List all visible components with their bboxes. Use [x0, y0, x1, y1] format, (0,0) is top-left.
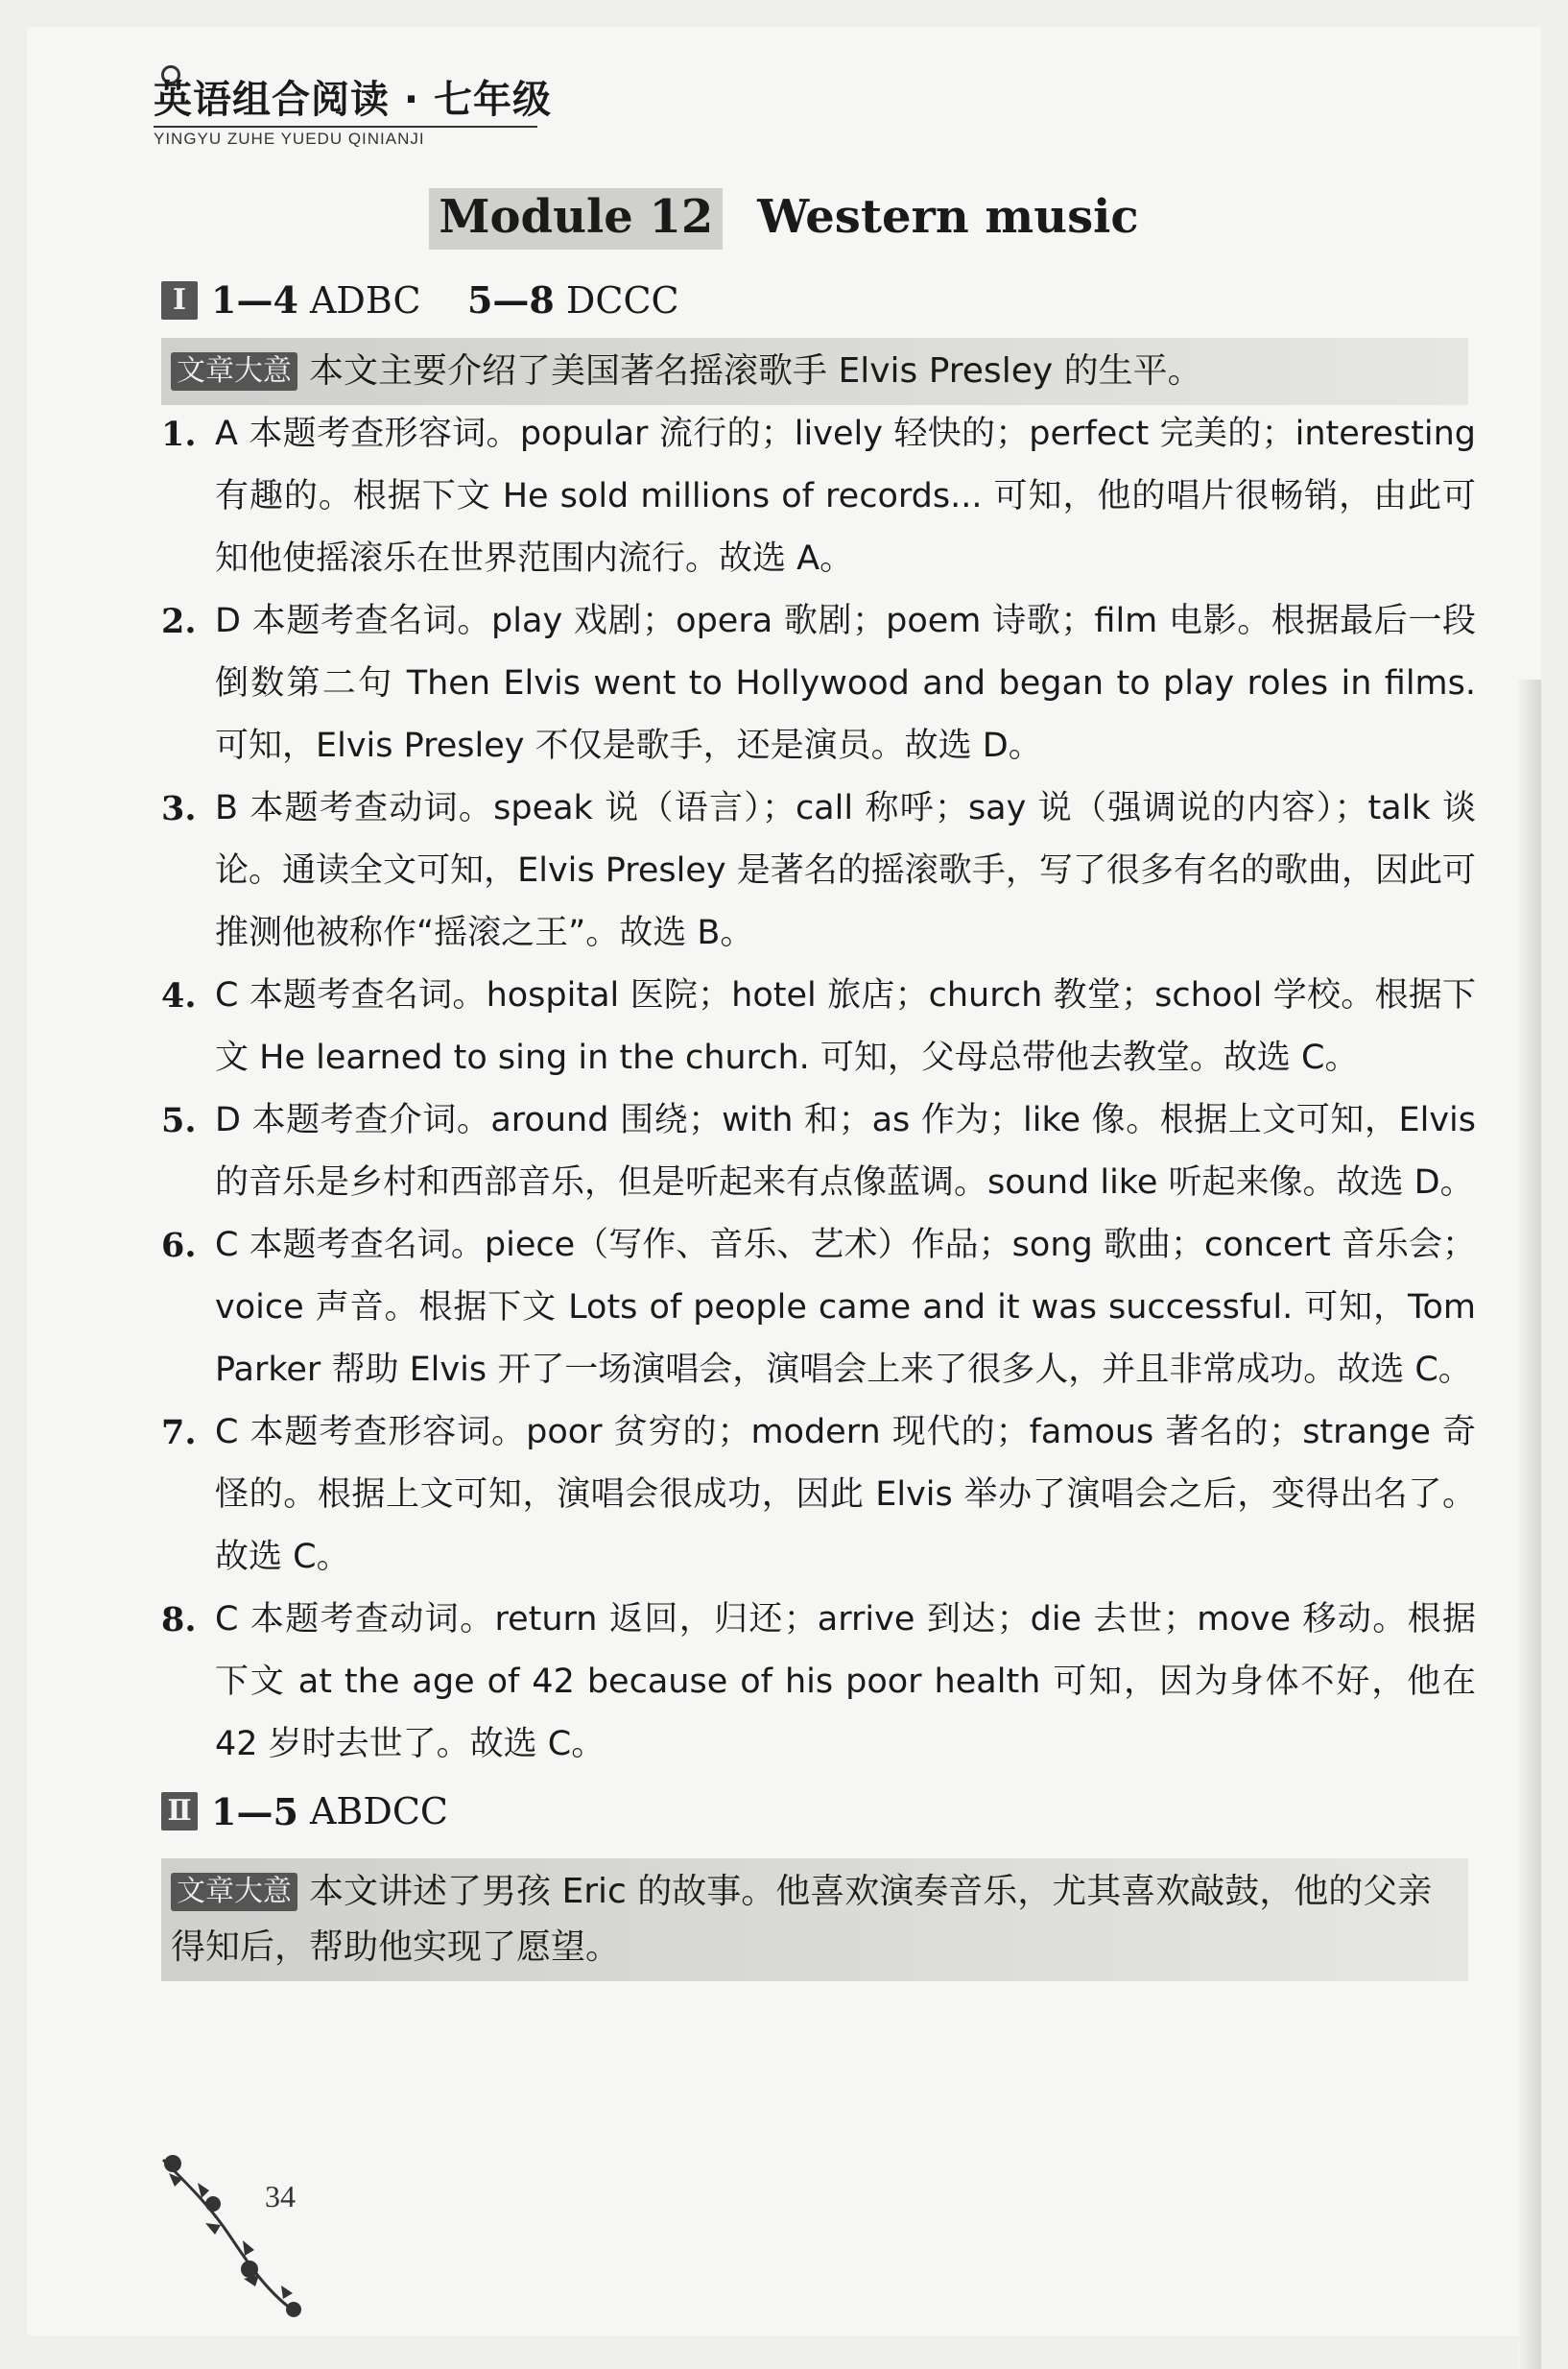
item-text: C 本题考查动词。return 返回，归还；arrive 到达；die 去世；move 移动。根据下文 at the age of 42 because of his poor health 可知，因为身体不好，他在 42 岁时去世了。故选 C。	[215, 1600, 1476, 1763]
section-1-numeral: Ⅰ	[161, 281, 198, 320]
section-1-summary	[161, 338, 1468, 405]
range-label: 1—4	[211, 278, 298, 322]
module-topic: Western music	[757, 190, 1139, 244]
section-1-answers	[161, 278, 679, 322]
list-item	[161, 778, 1476, 965]
answer-key: DCCC	[565, 278, 679, 322]
list-item	[161, 1401, 1476, 1589]
item-number: 8.	[161, 1600, 197, 1639]
header-rule	[154, 126, 537, 128]
item-text: D 本题考查介词。around 围绕；with 和；as 作为；like 像。根据上文可知，Elvis 的音乐是乡村和西部音乐，但是听起来有点像蓝调。sound like 听起来像。故选 D。	[215, 1101, 1476, 1202]
item-number: 5.	[161, 1101, 197, 1140]
item-number: 1.	[161, 415, 197, 454]
item-text: A 本题考查形容词。popular 流行的；lively 轻快的；perfect 完美的；interesting 有趣的。根据下文 He sold millions of records... 可知，他的唱片很畅销，由此可知他使摇滚乐在世界范围内流行。故选 A。	[215, 415, 1476, 578]
section-2-summary	[161, 1858, 1468, 1981]
page-edge-shadow	[1518, 680, 1541, 2369]
summary-text: 本文讲述了男孩 Eric 的故事。他喜欢演奏音乐，尤其喜欢敲鼓，他的父亲得知后，帮助他实现了愿望。	[171, 1872, 1433, 1967]
module-label: Module 12	[429, 188, 723, 250]
list-item	[161, 1214, 1476, 1401]
answer-explanations	[161, 403, 1476, 1981]
item-text: C 本题考查名词。piece（写作、音乐、艺术）作品；song 歌曲；concert 音乐会；voice 声音。根据下文 Lots of people came and it was successful. 可知，Tom Parker 帮助 Elvis 开了一场演唱会，演唱会上来了很多人，并且非常成功。故选 C。	[215, 1226, 1476, 1389]
page-title	[0, 190, 1568, 244]
item-number: 2.	[161, 602, 197, 641]
range-label: 5—8	[466, 278, 555, 322]
vine-ornament-icon	[154, 2150, 317, 2327]
page-number: 34	[265, 2179, 296, 2213]
item-text: B 本题考查动词。speak 说（语言）；call 称呼；say 说（强调说的内容）；talk 谈论。通读全文可知，Elvis Presley 是著名的摇滚歌手，写了很多有名的歌曲，因此可推测他被称作“摇滚之王”。故选 B。	[215, 789, 1476, 952]
item-text: C 本题考查名词。hospital 医院；hotel 旅店；church 教堂；school 学校。根据下文 He learned to sing in the church. 可知，父母总带他去教堂。故选 C。	[215, 976, 1476, 1077]
summary-tag: 文章大意	[171, 352, 297, 391]
item-number: 6.	[161, 1226, 197, 1265]
list-item	[161, 1089, 1476, 1214]
section-2-answers	[161, 1782, 1476, 1841]
list-item	[161, 1589, 1476, 1776]
book-title-pinyin: YINGYU ZUHE YUEDU QINIANJI	[154, 130, 425, 148]
section-2-numeral: Ⅱ	[161, 1792, 198, 1831]
item-number: 3.	[161, 789, 197, 828]
item-number: 7.	[161, 1413, 197, 1452]
list-item	[161, 965, 1476, 1089]
range-label: 1—5	[211, 1789, 298, 1833]
item-number: 4.	[161, 976, 197, 1016]
running-header	[154, 69, 552, 149]
item-text: C 本题考查形容词。poor 贫穷的；modern 现代的；famous 著名的；strange 奇怪的。根据上文可知，演唱会很成功，因此 Elvis 举办了演唱会之后，变得出名了。故选 C。	[215, 1413, 1476, 1576]
answer-key: ADBC	[309, 278, 421, 322]
answer-key: ABDCC	[309, 1790, 448, 1832]
list-item	[161, 590, 1476, 778]
list-item	[161, 403, 1476, 590]
summary-tag: 文章大意	[171, 1873, 297, 1911]
summary-text: 本文主要介绍了美国著名摇滚歌手 Elvis Presley 的生平。	[309, 351, 1202, 391]
book-title: 英语组合阅读 · 七年级	[154, 78, 553, 122]
item-text: D 本题考查名词。play 戏剧；opera 歌剧；poem 诗歌；film 电影。根据最后一段倒数第二句 Then Elvis went to Hollywood and began to play roles in films. 可知，Elvis Presley 不仅是歌手，还是演员。故选 D。	[215, 602, 1476, 765]
